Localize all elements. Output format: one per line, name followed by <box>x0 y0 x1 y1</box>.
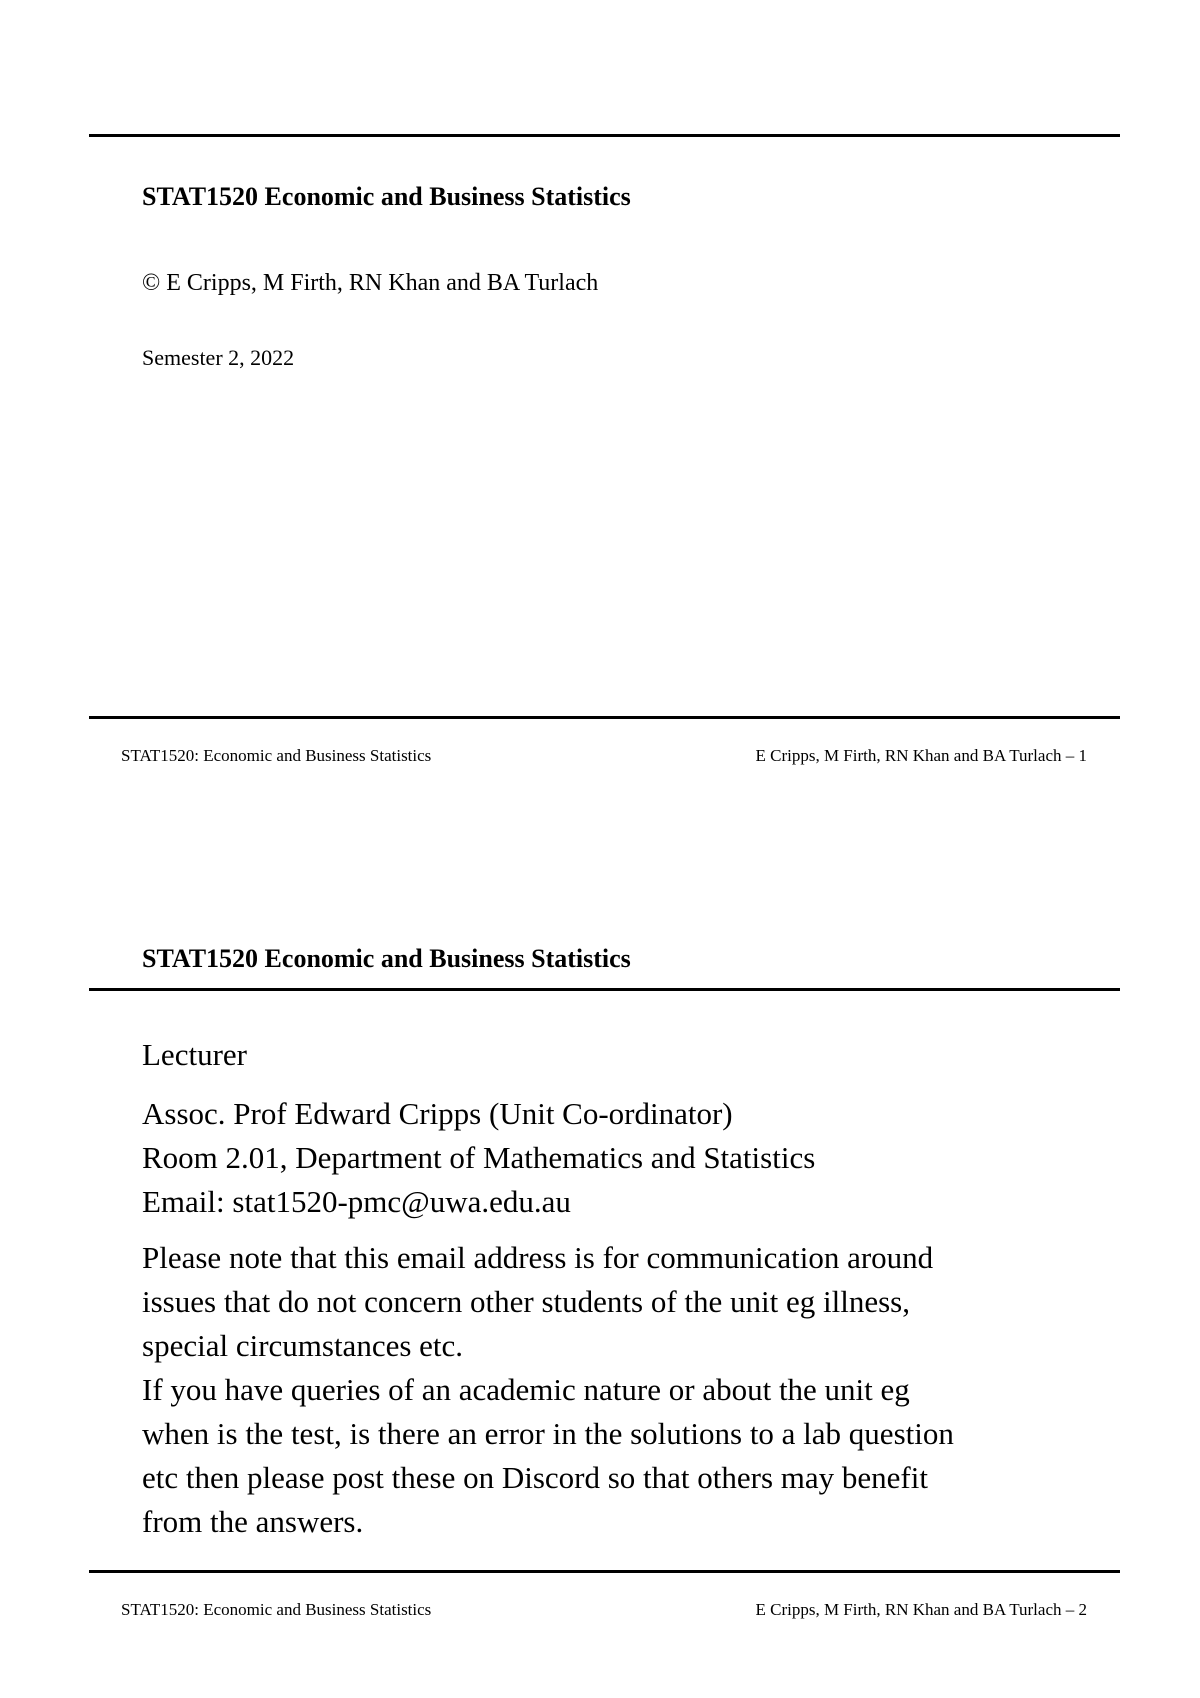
slide1-footer-rule <box>89 716 1120 719</box>
lecturer-heading: Lecturer <box>142 1037 247 1072</box>
slide1-title: STAT1520 Economic and Business Statistics <box>142 182 631 211</box>
note-line: issues that do not concern other students of the unit eg illness, <box>142 1284 910 1319</box>
slide1-semester: Semester 2, 2022 <box>142 345 295 370</box>
contact-line: Room 2.01, Department of Mathematics and Statistics <box>142 1140 816 1175</box>
slide1-copyright: © E Cripps, M Firth, RN Khan and BA Turlach <box>142 270 599 296</box>
note-line: Please note that this email address is for communication around <box>142 1240 934 1275</box>
contact-line: Assoc. Prof Edward Cripps (Unit Co-ordinator) <box>142 1096 733 1131</box>
slide2-title-rule <box>89 988 1120 991</box>
slide2-footer-left: STAT1520: Economic and Business Statistics <box>121 1600 432 1619</box>
note-line: etc then please post these on Discord so that others may benefit <box>142 1460 928 1495</box>
note-line: If you have queries of an academic nature or about the unit eg <box>142 1372 910 1407</box>
note-line: when is the test, is there an error in the solutions to a lab question <box>142 1416 954 1451</box>
slide2-footer-right: E Cripps, M Firth, RN Khan and BA Turlach – 2 <box>755 1600 1087 1619</box>
slide1-footer-left: STAT1520: Economic and Business Statistics <box>121 746 432 765</box>
slide1-footer-right: E Cripps, M Firth, RN Khan and BA Turlach – 1 <box>755 746 1087 765</box>
slide1-top-rule <box>89 134 1120 137</box>
slide2-body <box>142 1033 1102 1544</box>
slide2-footer-rule <box>89 1570 1120 1573</box>
contact-email: Email: stat1520-pmc@uwa.edu.au <box>142 1184 571 1219</box>
note-line: special circumstances etc. <box>142 1328 464 1363</box>
note-line: from the answers. <box>142 1504 364 1539</box>
slide2-title: STAT1520 Economic and Business Statistics <box>142 944 631 973</box>
